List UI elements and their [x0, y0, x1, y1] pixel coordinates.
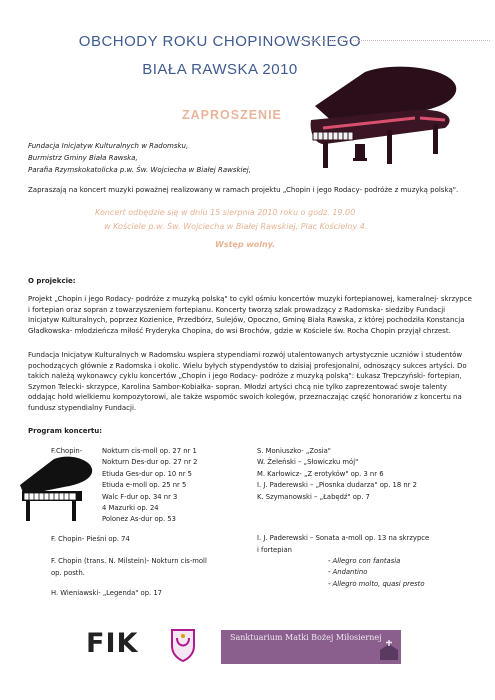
organizer-line: Burmistrz Gminy Biała Rawska,	[28, 154, 138, 162]
page-title-line1: OBCHODY ROKU CHOPINOWSKIEGO	[78, 33, 362, 50]
paragraph-line: Inicjatyw Kulturalnych, poprzez Kozienice, Przedbórz, Sulejów, Opoczno, Gminę Biała Rawska, z której pochodziła Konstancja	[28, 316, 465, 325]
paragraph-line: fundusz stypendialny Fundacji.	[28, 403, 137, 412]
program-item: Polonez As-dur op. 53	[102, 515, 176, 524]
event-date: Koncert odbędzie się w dniu 15 sierpnia 2010 roku o godz. 19.00	[95, 208, 356, 217]
program-item: 4 Mazurki op. 24	[102, 504, 159, 513]
movement-item: - Andantino	[328, 568, 368, 577]
program-item: M. Karłowicz- „Z erotyków" op. 3 nr 6	[257, 469, 384, 478]
program-item: H. Wieniawski- „Legenda" op. 17	[51, 589, 162, 597]
project-heading: O projekcie:	[28, 277, 76, 285]
paragraph-line: Projekt „Chopin i jego Rodacy- podróże z muzyką polską" to cykl ośmiu koncertów muzyki fortepianowej, kameralnej- skrzypce	[28, 295, 472, 303]
paragraph-line: Fundacja Inicjatyw Kulturalnych w Radomsku wspiera stypendiami rozwój utalentowanych artystycznie uczniów i studentów	[28, 351, 463, 359]
program-item: W. Żeleński – „Słowiczku mój"	[257, 458, 359, 467]
dotted-rule	[300, 40, 490, 41]
program-heading: Program koncertu:	[28, 427, 103, 435]
program-item: F. Chopin (trans. N. Milstein)- Nokturn cis-moll	[51, 557, 207, 565]
paragraph-line: i fortepian oraz sopran z towarzyszeniem fortepianu. Koncerty tworzą szlak prowadzący z Radomska- siedziby Fundacji	[28, 305, 446, 314]
entry-note: Wstęp wolny.	[215, 240, 276, 249]
program-item: Etiuda e-moll op. 25 nr 5	[102, 481, 187, 490]
coat-of-arms-icon	[170, 628, 196, 662]
sonata-title: I. J. Paderewski – Sonata a-moll op. 13 na skrzypce	[257, 534, 430, 542]
movement-item: - Allegro molto, quasi presto	[328, 579, 425, 588]
chopin-label: F.Chopin-	[51, 447, 83, 455]
sonata-movements	[328, 556, 425, 590]
organizer-line: Fundacja Inicjatyw Kulturalnych w Radomsku,	[28, 142, 189, 150]
fik-logo: FIK	[86, 628, 139, 659]
program-item: I. J. Paderewski – „Piosnka dudarza" op. 18 nr 2	[257, 481, 417, 490]
program-item: Etiuda Ges-dur op. 10 nr 5	[102, 469, 193, 478]
chopin-program-list	[102, 446, 197, 526]
program-item: K. Szymanowski – „Łabędź" op. 7	[257, 492, 370, 501]
event-location: w Kościele p.w. Św. Wojciecha w Białej Rawskiej, Plac Kościelny 4.	[104, 222, 368, 231]
program-item: S. Moniuszko- „Zosia"	[257, 447, 331, 455]
paragraph-line: Gładkowska- młodzieńcza miłość Fryderyka Chopina, do wsi Brochów, gdzie w Kościele św. Rocha Chopin przyjął chrzest.	[28, 326, 451, 335]
page-title-line2: BIAŁA RAWSKA 2010	[142, 61, 298, 78]
program-item: Nokturn cis-moll op. 27 nr 1	[102, 447, 197, 455]
church-icon	[378, 640, 400, 662]
paragraph-line: oddając hołd wielkiemu kompozytorowi, ale także wspomóc swoich kolegów, przeznaczając część honorariów z koncertu na	[28, 393, 462, 402]
sanctuary-name: Sanktuarium Matki Bożej Miłosiernej	[230, 633, 382, 642]
program-item: F. Chopin- Pieśni op. 74	[51, 535, 130, 543]
program-item: Walc F-dur op. 34 nr 3	[102, 492, 178, 501]
movement-item: - Allegro con fantasia	[328, 557, 401, 565]
project-paragraph-1	[28, 294, 473, 336]
sonata-subtitle: i fortepian	[257, 546, 292, 554]
program-item: op. posth.	[51, 569, 85, 577]
songs-program-list	[257, 446, 417, 503]
paragraph-line: takich należą wykonawcy cyklu koncertów „Chopin i jego Rodacy- podróże z muzyką polską": Łukasz Trepczyński- fortepian,	[28, 372, 462, 381]
intro-text: Zapraszają na koncert muzyki poważnej realizowany w ramach projektu „Chopin i jego Rodacy- podróże z muzyką polską".	[28, 186, 459, 194]
program-item: Nokturn Des-dur op. 27 nr 2	[102, 458, 198, 467]
paragraph-line: Szymon Telecki- skrzypce, Karolina Sambor-Kobiałka- sopran. Młodzi artyści chcą nie tylko zaprezentować swoje talenty	[28, 382, 447, 391]
paragraph-line: pochodzących głównie z Radomska i okolic. Wielu byłych stypendystów to dzisiaj profesjonalni, odnoszący sukces artyści. Do	[28, 361, 467, 370]
grand-piano-icon	[295, 62, 463, 170]
invitation-heading: ZAPROSZENIE	[182, 108, 282, 122]
upright-piano-icon	[14, 455, 96, 523]
organizer-line: Parafia Rzymskokatolicka p.w. Św. Wojciecha w Białej Rawskiej,	[28, 166, 251, 174]
project-paragraph-2	[28, 350, 473, 414]
